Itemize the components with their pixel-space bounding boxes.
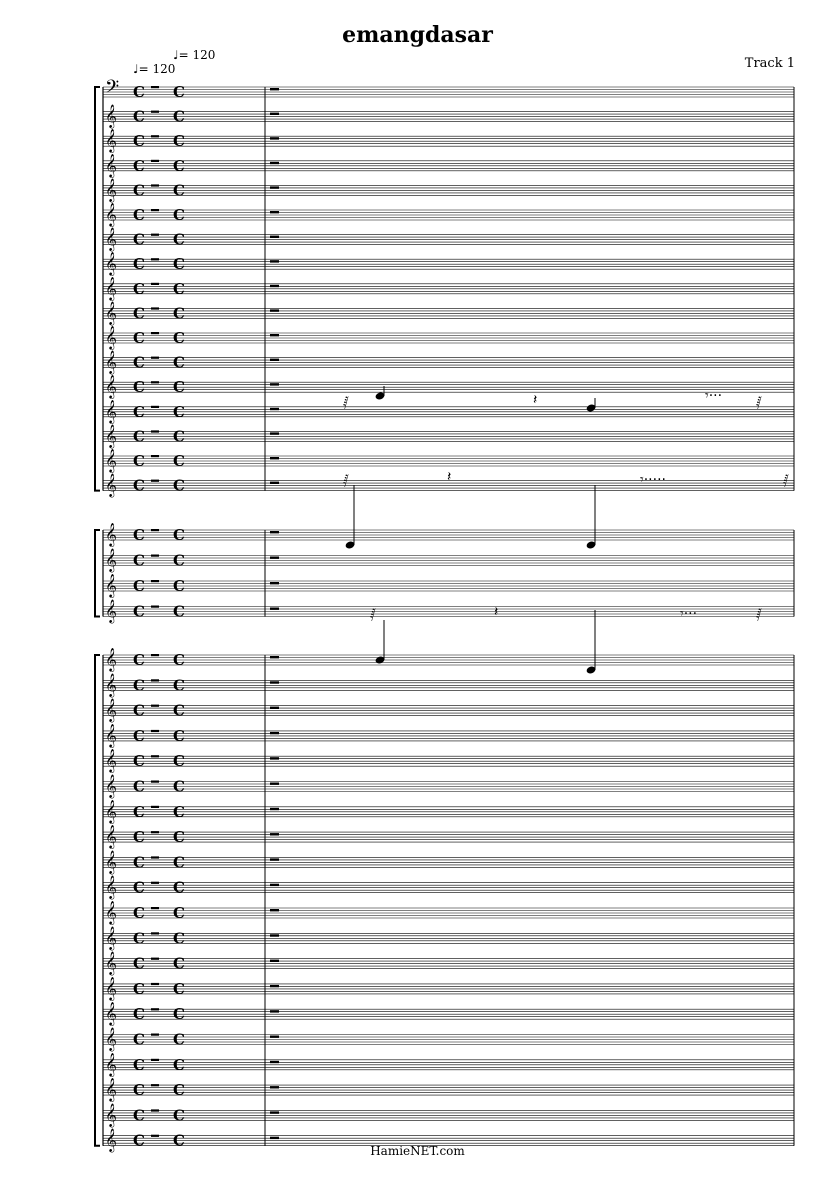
rest-glyph: 𝅁	[756, 394, 762, 410]
time-signature: C	[133, 378, 145, 397]
rest-glyph: 𝄽	[533, 392, 538, 408]
time-signature: C	[133, 526, 145, 544]
time-signature: C	[133, 676, 145, 695]
half-rest	[151, 806, 159, 808]
treble-clef-icon: 𝄞	[105, 874, 117, 899]
half-rest	[151, 755, 159, 757]
treble-clef-icon: 𝄞	[105, 647, 117, 671]
footer-credit: HamieNET.com	[370, 1144, 465, 1158]
time-signature: C	[133, 651, 145, 669]
time-signature: C	[173, 1081, 185, 1100]
staff-bracket	[95, 87, 100, 491]
half-rest	[151, 234, 159, 236]
time-signature: C	[133, 904, 145, 922]
treble-clef-icon: 𝄞	[105, 1077, 117, 1102]
time-signature: C	[173, 476, 185, 495]
time-signature: C	[133, 701, 145, 720]
time-signature: C	[133, 230, 145, 249]
half-rest	[151, 1008, 159, 1010]
half-rest	[270, 934, 279, 936]
treble-clef-icon: 𝄞	[105, 672, 117, 697]
time-signature: C	[173, 452, 185, 470]
time-signature: C	[173, 83, 185, 101]
treble-clef-icon: 𝄞	[105, 773, 117, 798]
time-signature: C	[173, 904, 185, 922]
time-signature: C	[133, 206, 145, 224]
time-signature: C	[173, 954, 185, 973]
half-rest	[270, 656, 279, 658]
time-signature: C	[133, 427, 145, 446]
treble-clef-icon: 𝄞	[105, 748, 117, 773]
half-rest	[151, 856, 159, 858]
half-rest	[270, 432, 279, 434]
tempo-mark-text: = 120	[138, 62, 176, 76]
time-signature: C	[173, 378, 185, 397]
time-signature: C	[133, 828, 145, 847]
time-signature: C	[133, 954, 145, 973]
time-signature: C	[173, 279, 185, 298]
rest-glyph: 𝅁	[343, 394, 349, 410]
half-rest	[270, 1010, 279, 1012]
rest-glyph: 𝅁	[756, 606, 762, 622]
half-rest	[270, 833, 279, 835]
time-signature: C	[173, 701, 185, 720]
treble-clef-icon: 𝄞	[105, 349, 117, 374]
treble-clef-icon: 𝄞	[105, 900, 117, 924]
time-signature: C	[173, 1005, 185, 1024]
time-signature: C	[133, 878, 145, 897]
half-rest	[151, 1109, 159, 1111]
half-rest	[151, 307, 159, 309]
half-rest	[151, 406, 159, 408]
time-signature: C	[173, 427, 185, 446]
time-signature: C	[173, 651, 185, 669]
treble-clef-icon: 𝄞	[105, 975, 117, 1000]
time-signature: C	[133, 777, 145, 796]
half-rest	[270, 260, 279, 262]
time-signature: C	[133, 1055, 145, 1074]
treble-clef-icon: 𝄞	[105, 177, 117, 202]
treble-clef-icon: 𝄞	[105, 1051, 117, 1076]
half-rest	[151, 381, 159, 383]
time-signature: C	[173, 1055, 185, 1074]
rest-glyph: 𝄾·····	[640, 472, 666, 488]
half-rest	[270, 608, 279, 610]
half-rest	[151, 580, 159, 582]
time-signature: C	[133, 279, 145, 298]
treble-clef-icon: 𝄞	[105, 152, 117, 177]
treble-clef-icon: 𝄞	[105, 226, 117, 251]
treble-clef-icon: 𝄞	[105, 448, 117, 472]
half-rest	[270, 1036, 279, 1038]
half-rest	[151, 283, 159, 285]
rest-glyph: 𝄾···	[705, 388, 723, 404]
time-signature: C	[173, 402, 185, 421]
time-signature: C	[173, 979, 185, 998]
time-signature: C	[173, 828, 185, 847]
time-signature: C	[173, 878, 185, 897]
staff-bracket	[95, 655, 100, 1146]
half-rest	[151, 907, 159, 909]
time-signature: C	[133, 929, 145, 948]
treble-clef-icon: 𝄞	[105, 573, 117, 597]
time-signature: C	[133, 329, 145, 347]
rest-glyph: 𝅁	[343, 472, 349, 488]
time-signature: C	[173, 602, 185, 621]
time-signature: C	[133, 1030, 145, 1049]
half-rest	[151, 258, 159, 260]
half-rest	[270, 162, 279, 164]
time-signature: C	[173, 329, 185, 347]
half-rest	[270, 808, 279, 810]
half-rest	[151, 357, 159, 359]
rest-glyph: 𝅁	[370, 606, 376, 622]
half-rest	[151, 86, 159, 88]
score-title: emangdasar	[342, 22, 493, 48]
half-rest	[270, 309, 279, 311]
time-signature: C	[133, 752, 145, 771]
quarter-note-icon: ♩	[133, 62, 139, 76]
rest-glyph: 𝄽	[494, 604, 499, 620]
half-rest	[151, 882, 159, 884]
half-rest	[270, 137, 279, 139]
time-signature: C	[133, 353, 145, 372]
treble-clef-icon: 𝄞	[105, 1026, 117, 1051]
time-signature: C	[173, 551, 185, 570]
half-rest	[270, 1086, 279, 1088]
time-signature: C	[173, 353, 185, 372]
treble-clef-icon: 𝄞	[105, 423, 117, 448]
half-rest	[270, 1137, 279, 1139]
time-signature: C	[133, 107, 145, 126]
half-rest	[151, 831, 159, 833]
time-signature: C	[133, 181, 145, 200]
rest-glyph: 𝅁	[783, 472, 789, 488]
staff-bracket	[95, 530, 100, 617]
treble-clef-icon: 𝄞	[105, 950, 117, 975]
half-rest	[270, 557, 279, 559]
half-rest	[270, 960, 279, 962]
half-rest	[270, 88, 279, 90]
half-rest	[151, 1084, 159, 1086]
half-rest	[151, 958, 159, 960]
time-signature: C	[173, 1131, 185, 1150]
half-rest	[151, 111, 159, 113]
half-rest	[151, 932, 159, 934]
half-rest	[270, 285, 279, 287]
treble-clef-icon: 𝄞	[105, 598, 117, 623]
treble-clef-icon: 𝄞	[105, 251, 117, 276]
half-rest	[270, 113, 279, 115]
time-signature: C	[173, 156, 185, 175]
time-signature: C	[173, 526, 185, 544]
half-rest	[270, 732, 279, 734]
time-signature: C	[173, 726, 185, 745]
time-signature: C	[173, 853, 185, 872]
half-rest	[151, 135, 159, 137]
half-rest	[151, 679, 159, 681]
treble-clef-icon: 𝄞	[105, 1102, 117, 1127]
half-rest	[270, 783, 279, 785]
half-rest	[151, 1135, 159, 1137]
treble-clef-icon: 𝄞	[105, 722, 117, 747]
treble-clef-icon: 𝄞	[105, 547, 117, 572]
time-signature: C	[133, 1106, 145, 1125]
half-rest	[151, 654, 159, 656]
half-rest	[151, 332, 159, 334]
half-rest	[270, 359, 279, 361]
time-signature: C	[173, 1106, 185, 1125]
half-rest	[151, 781, 159, 783]
time-signature: C	[133, 452, 145, 470]
track-label: Track 1	[744, 56, 795, 71]
half-rest	[151, 209, 159, 211]
half-rest	[270, 681, 279, 683]
time-signature: C	[133, 1005, 145, 1024]
time-signature: C	[133, 551, 145, 570]
bass-clef-icon: 𝄢	[105, 77, 120, 102]
treble-clef-icon: 𝄞	[105, 697, 117, 722]
half-rest	[270, 582, 279, 584]
time-signature: C	[173, 752, 185, 771]
time-signature: C	[173, 929, 185, 948]
half-rest	[151, 983, 159, 985]
time-signature: C	[173, 206, 185, 224]
half-rest	[270, 236, 279, 238]
half-rest	[270, 531, 279, 533]
half-rest	[270, 707, 279, 709]
half-rest	[151, 480, 159, 482]
half-rest	[270, 186, 279, 188]
half-rest	[151, 705, 159, 707]
rest-glyph: 𝄽	[447, 469, 452, 485]
time-signature: C	[173, 132, 185, 151]
half-rest	[270, 858, 279, 860]
half-rest	[151, 160, 159, 162]
treble-clef-icon: 𝄞	[105, 824, 117, 849]
time-signature: C	[173, 255, 185, 274]
time-signature: C	[133, 476, 145, 495]
tempo-mark-text: = 120	[178, 48, 216, 62]
time-signature: C	[133, 577, 145, 595]
time-signature: C	[173, 676, 185, 695]
half-rest	[151, 430, 159, 432]
time-signature: C	[133, 255, 145, 274]
time-signature: C	[173, 107, 185, 126]
treble-clef-icon: 𝄞	[105, 925, 117, 950]
treble-clef-icon: 𝄞	[105, 1127, 117, 1152]
half-rest	[151, 555, 159, 557]
time-signature: C	[133, 83, 145, 101]
treble-clef-icon: 𝄞	[105, 325, 117, 349]
treble-clef-icon: 𝄞	[105, 522, 117, 546]
time-signature: C	[133, 1081, 145, 1100]
half-rest	[270, 334, 279, 336]
half-rest	[270, 482, 279, 484]
half-rest	[270, 211, 279, 213]
treble-clef-icon: 𝄞	[105, 275, 117, 300]
half-rest	[151, 1059, 159, 1061]
half-rest	[270, 884, 279, 886]
time-signature: C	[133, 304, 145, 323]
time-signature: C	[173, 230, 185, 249]
half-rest	[270, 457, 279, 459]
treble-clef-icon: 𝄞	[105, 128, 117, 153]
half-rest	[151, 1034, 159, 1036]
time-signature: C	[133, 853, 145, 872]
half-rest	[151, 606, 159, 608]
time-signature: C	[173, 181, 185, 200]
half-rest	[270, 1111, 279, 1113]
time-signature: C	[133, 1131, 145, 1150]
time-signature: C	[173, 577, 185, 595]
time-signature: C	[133, 402, 145, 421]
time-signature: C	[133, 802, 145, 821]
time-signature: C	[173, 802, 185, 821]
treble-clef-icon: 𝄞	[105, 849, 117, 874]
rest-glyph: 𝄾···	[680, 606, 698, 622]
treble-clef-icon: 𝄞	[105, 300, 117, 325]
time-signature: C	[133, 726, 145, 745]
treble-clef-icon: 𝄞	[105, 103, 117, 128]
treble-clef-icon: 𝄞	[105, 472, 117, 497]
treble-clef-icon: 𝄞	[105, 202, 117, 226]
treble-clef-icon: 𝄞	[105, 374, 117, 399]
half-rest	[270, 909, 279, 911]
treble-clef-icon: 𝄞	[105, 798, 117, 823]
half-rest	[151, 730, 159, 732]
treble-clef-icon: 𝄞	[105, 398, 117, 423]
time-signature: C	[133, 156, 145, 175]
half-rest	[151, 184, 159, 186]
time-signature: C	[133, 979, 145, 998]
half-rest	[270, 985, 279, 987]
half-rest	[151, 455, 159, 457]
time-signature: C	[133, 132, 145, 151]
time-signature: C	[133, 602, 145, 621]
time-signature: C	[173, 304, 185, 323]
half-rest	[151, 529, 159, 531]
half-rest	[270, 1061, 279, 1063]
treble-clef-icon: 𝄞	[105, 1001, 117, 1026]
half-rest	[270, 383, 279, 385]
half-rest	[270, 757, 279, 759]
time-signature: C	[173, 777, 185, 796]
half-rest	[270, 408, 279, 410]
quarter-note-icon: ♩	[173, 48, 179, 62]
time-signature: C	[173, 1030, 185, 1049]
